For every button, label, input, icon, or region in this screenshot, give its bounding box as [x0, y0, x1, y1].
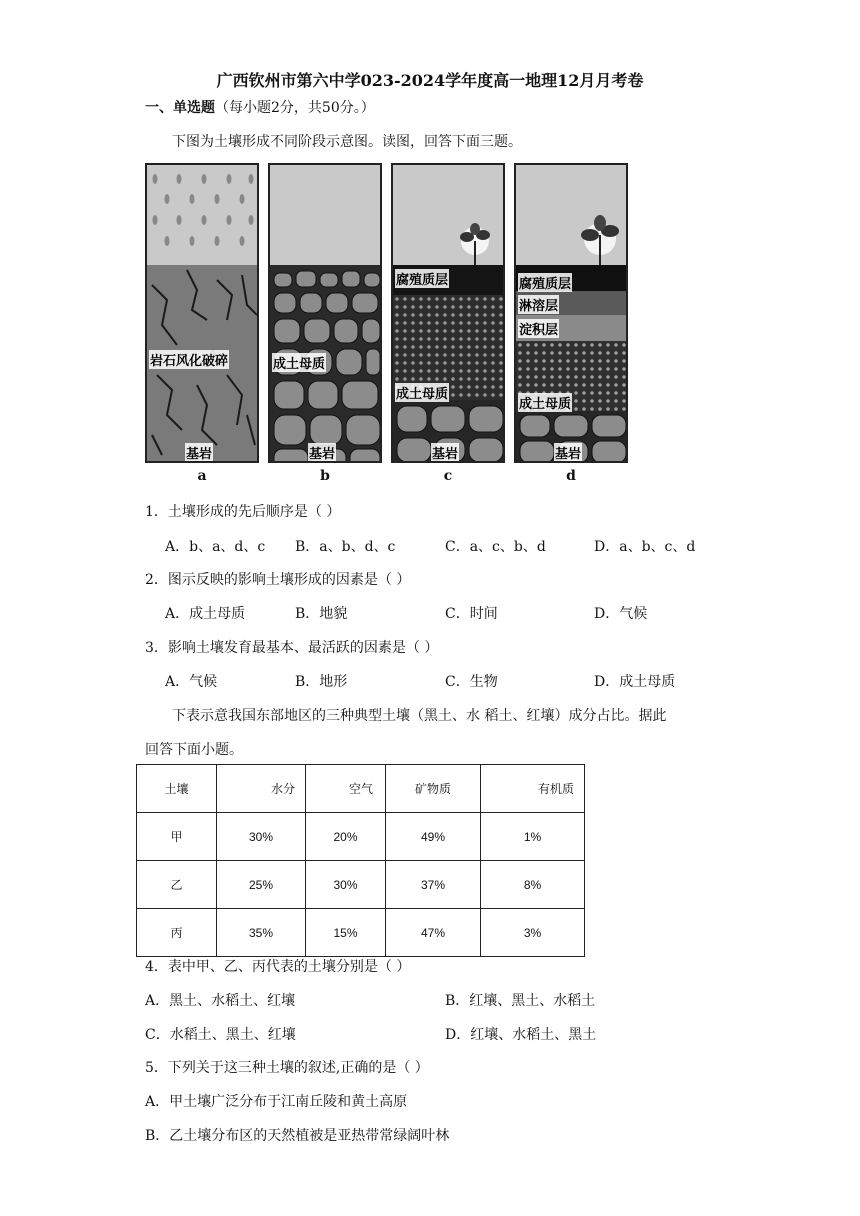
- table-row: [137, 861, 585, 909]
- q1-option-d[interactable]: D．a、b、c、d: [594, 539, 696, 555]
- question-1: 1．土壤形成的先后顺序是（ ）: [145, 504, 341, 520]
- q4-option-a[interactable]: A．黑土、水稻土、红壤: [145, 993, 296, 1009]
- table-intro: 下表示意我国东部地区的三种典型土壤（黑土、水 稻土、红壤）成分占比。据此: [172, 708, 667, 724]
- table-cell: 甲: [137, 813, 217, 861]
- table-row: [137, 813, 585, 861]
- section-title: 一、单选题: [145, 100, 215, 116]
- panel-letter-b: b: [320, 468, 330, 484]
- soil-formation-diagram: [145, 163, 630, 485]
- label-bedrock: 基岩: [185, 443, 213, 462]
- table-cell: 35%: [217, 909, 306, 957]
- q2-option-d[interactable]: D．气候: [594, 606, 648, 622]
- label-parent-material: 成土母质: [518, 393, 572, 412]
- sky: [516, 165, 626, 265]
- q3-option-d[interactable]: D．成土母质: [594, 674, 676, 690]
- q4-option-d[interactable]: D．红壤、水稻土、黑土: [445, 1027, 597, 1043]
- label-bedrock: 基岩: [308, 443, 336, 462]
- label-humus: 腐殖质层: [518, 273, 572, 292]
- sky: [270, 165, 380, 265]
- table-intro-cont: 回答下面小题。: [145, 742, 243, 758]
- table-cell: 1%: [481, 813, 585, 861]
- q2-option-a[interactable]: A．成土母质: [165, 606, 246, 622]
- table-cell: 丙: [137, 909, 217, 957]
- header-cell: 水分: [217, 765, 306, 813]
- q4-option-c[interactable]: C．水稻土、黑土、红壤: [145, 1027, 296, 1043]
- table-cell: 30%: [217, 813, 306, 861]
- header-cell: 有机质: [481, 765, 585, 813]
- table-cell: 8%: [481, 861, 585, 909]
- label-parent-material: 成土母质: [395, 383, 449, 402]
- table-cell: 3%: [481, 909, 585, 957]
- rain-sky: [147, 165, 257, 265]
- panel-letter-c: c: [443, 468, 453, 484]
- plant-icon: [393, 165, 505, 265]
- q3-option-b[interactable]: B．地形: [295, 674, 348, 690]
- q3-option-c[interactable]: C．生物: [445, 674, 498, 690]
- q5-option-b[interactable]: B．乙土壤分布区的天然植被是亚热带常绿阔叶林: [145, 1128, 450, 1144]
- panel-a: [145, 163, 259, 463]
- table-cell: 15%: [306, 909, 386, 957]
- section-note: （每小题2分，共50分。）: [215, 100, 375, 116]
- question-4: 4．表中甲、乙、丙代表的土壤分别是（ ）: [145, 959, 411, 975]
- panel-b: [268, 163, 382, 463]
- label-weathering: 岩石风化破碎: [149, 350, 229, 369]
- table-cell: 37%: [386, 861, 481, 909]
- q2-option-b[interactable]: B．地貌: [295, 606, 348, 622]
- q1-option-b[interactable]: B．a、b、d、c: [295, 539, 396, 555]
- plant-icon: [516, 165, 628, 265]
- table-cell: 20%: [306, 813, 386, 861]
- table-cell: 30%: [306, 861, 386, 909]
- table-cell: 49%: [386, 813, 481, 861]
- page-title: 广西钦州市第六中学023-2024学年度高一地理12月月考卷: [216, 71, 644, 90]
- panel-letter-a: a: [197, 468, 207, 484]
- label-bedrock: 基岩: [554, 443, 582, 462]
- table-header-row: [137, 765, 585, 813]
- soil-composition-table: [136, 764, 585, 957]
- sky: [393, 165, 503, 265]
- label-parent-material: 成土母质: [272, 353, 326, 372]
- panel-d: [514, 163, 628, 463]
- q3-option-a[interactable]: A．气候: [165, 674, 218, 690]
- q2-option-c[interactable]: C．时间: [445, 606, 498, 622]
- q1-option-a[interactable]: A．b、a、d、c: [165, 539, 266, 555]
- label-bedrock: 基岩: [431, 443, 459, 462]
- table-row: [137, 909, 585, 957]
- q1-option-c[interactable]: C．a、c、b、d: [445, 539, 546, 555]
- header-cell: 矿物质: [386, 765, 481, 813]
- question-3: 3．影响土壤发育最基本、最活跃的因素是（ ）: [145, 640, 439, 656]
- intro-text: 下图为土壤形成不同阶段示意图。读图，回答下面三题。: [172, 134, 522, 150]
- question-5: 5．下列关于这三种土壤的叙述,正确的是（ ）: [145, 1060, 429, 1076]
- q5-option-a[interactable]: A．甲土壤广泛分布于江南丘陵和黄土高原: [145, 1094, 408, 1110]
- label-humus: 腐殖质层: [395, 269, 449, 288]
- header-cell: 空气: [306, 765, 386, 813]
- table-cell: 25%: [217, 861, 306, 909]
- table-cell: 47%: [386, 909, 481, 957]
- section-heading: [145, 97, 375, 117]
- table-cell: 乙: [137, 861, 217, 909]
- q4-option-b[interactable]: B．红壤、黑土、水稻土: [445, 993, 596, 1009]
- label-leaching: 淋溶层: [518, 295, 559, 314]
- panel-c: [391, 163, 505, 463]
- label-illuvial: 淀积层: [518, 319, 559, 338]
- question-2: 2．图示反映的影响土壤形成的因素是（ ）: [145, 572, 411, 588]
- header-cell: 土壤: [137, 765, 217, 813]
- rain-drops-icon: [147, 165, 259, 265]
- panel-letter-d: d: [566, 468, 576, 484]
